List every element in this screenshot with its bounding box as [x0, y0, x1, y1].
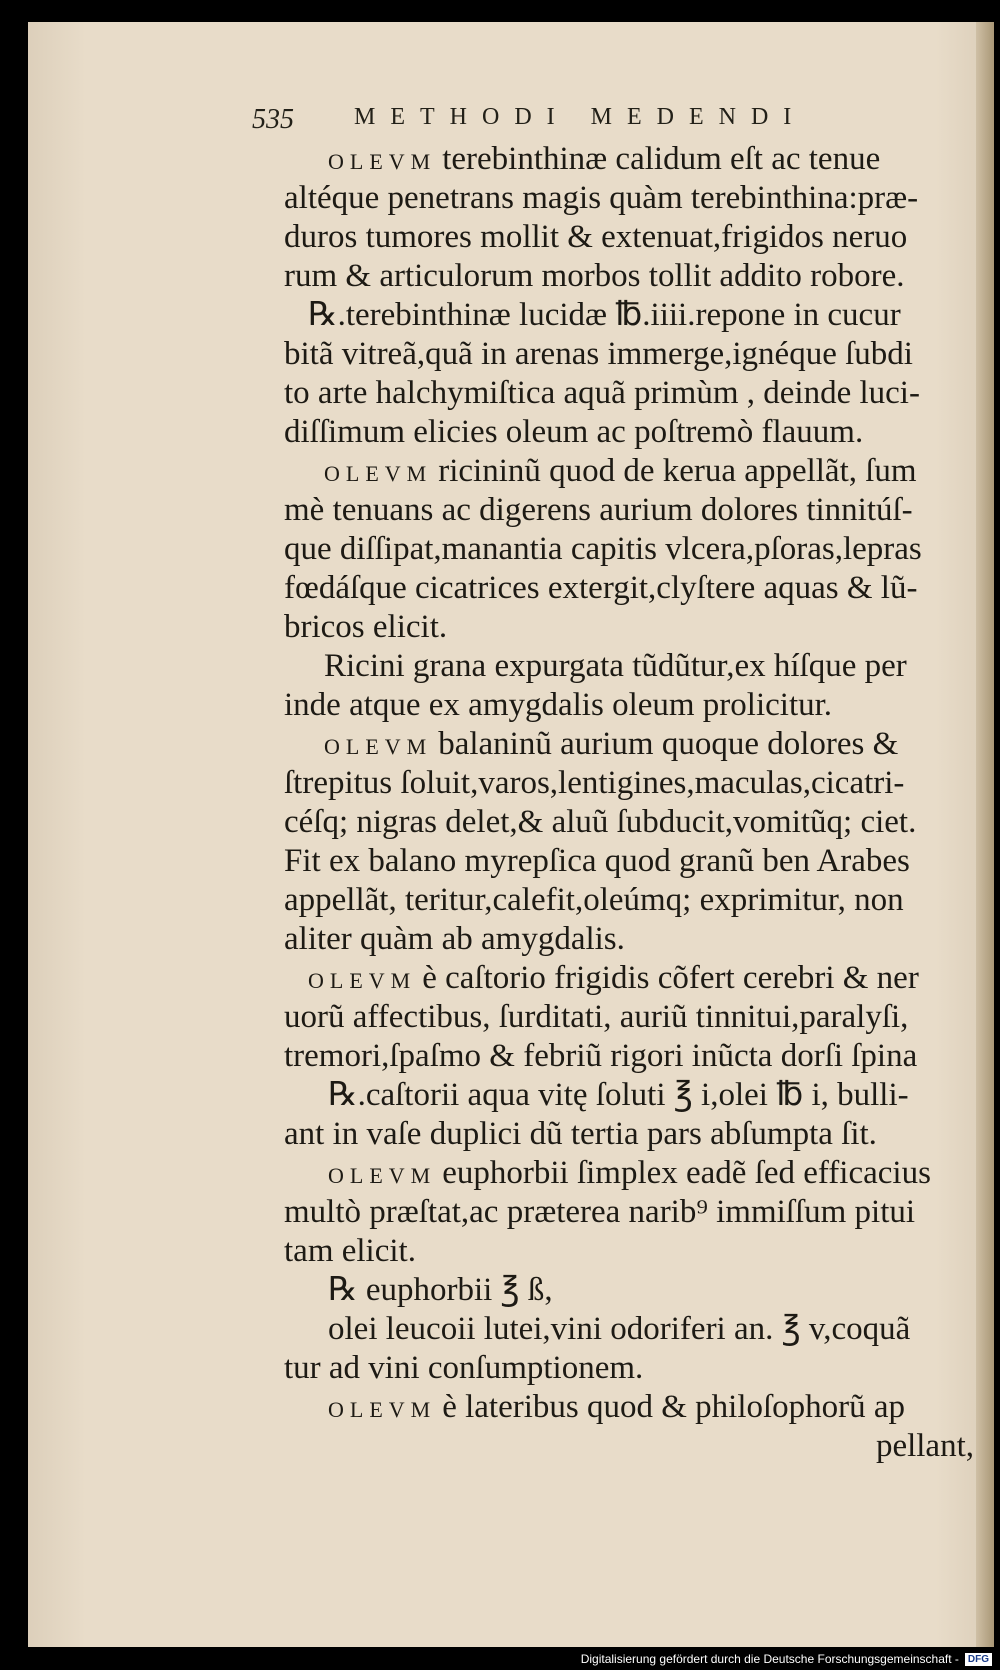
text-line: OLEVM euphorbii ſimplex eadẽ ſed efficacius	[328, 1155, 931, 1191]
text-line: multò præſtat,ac præterea narib⁹ immiſſum pitui	[284, 1194, 916, 1230]
text-line: bricos elicit.	[284, 609, 448, 645]
small-caps-word: OLEVM	[328, 149, 437, 174]
text-line: ant in vaſe duplici dũ tertia pars abſumpta ſit.	[284, 1116, 877, 1152]
text-line: OLEVM terebinthinæ calidum eſt ac tenue	[328, 141, 881, 177]
text-line: OLEVM balaninũ aurium quoque dolores &	[324, 726, 899, 762]
page-number: 535	[252, 104, 294, 135]
small-caps-word: OLEVM	[328, 1397, 437, 1422]
text-line: Fit ex balano myrepſica quod granũ ben Arabes	[284, 843, 910, 879]
small-caps-word: OLEVM	[324, 734, 433, 759]
running-head: METHODI MEDENDI	[354, 104, 807, 130]
text-line: olei leucoii lutei,vini odoriferi an. ℥ v,coquã	[328, 1311, 911, 1347]
small-caps-word: OLEVM	[324, 461, 433, 486]
text-line: diſſimum elicies oleum ac poſtremò flauum.	[284, 414, 864, 450]
text-line: tremori,ſpaſmo & febriũ rigori inũcta dorſi ſpina	[284, 1038, 918, 1074]
text-line: mè tenuans ac digerens aurium dolores tinnitúſ-	[284, 492, 913, 528]
text-line: bitã vitreã,quã in arenas immerge,ignéque ſubdi	[284, 336, 913, 372]
text-line: aliter quàm ab amygdalis.	[284, 921, 625, 957]
small-caps-word: OLEVM	[328, 1163, 437, 1188]
text-line: fœdáſque cicatrices extergit,clyſtere aquas & lũ-	[284, 570, 918, 606]
text-line: OLEVM è lateribus quod & philoſophorũ ap	[328, 1389, 906, 1425]
text-line: ℞.caſtorii aqua vitę ſoluti ℥ i,olei ℔ i, bulli-	[328, 1077, 909, 1113]
text-line: to arte halchymiſtica aquã primùm , deinde luci-	[284, 375, 920, 411]
page-header	[252, 104, 912, 138]
text-line: ſtrepitus ſoluit,varos,lentigines,maculas,cicatri-	[284, 765, 905, 801]
text-line: que diſſipat,manantia capitis vlcera,pſoras,lepras	[284, 531, 922, 567]
text-line: tam elicit.	[284, 1233, 416, 1269]
catchword-line: pellant,	[875, 1428, 974, 1464]
text-line: céſq; nigras delet,& aluũ ſubducit,vomitũq; ciet.	[284, 804, 917, 840]
body-text	[284, 140, 984, 1466]
text-line: altéque penetrans magis quàm terebinthina:præ-	[284, 180, 919, 216]
text-line: OLEVM ricininũ quod de kerua appellãt, ſum	[324, 453, 917, 489]
digitization-credit	[581, 1651, 992, 1667]
text-line: appellãt, teritur,calefit,oleúmq; exprimitur, non	[284, 882, 904, 918]
text-line: rum & articulorum morbos tollit addito robore.	[284, 258, 905, 294]
text-line: tur ad vini conſumptionem.	[284, 1350, 644, 1386]
text-line: duros tumores mollit & extenuat,frigidos neruo	[284, 219, 908, 255]
text-line: ℞ euphorbii ℥ ß,	[328, 1272, 553, 1308]
text-line: OLEVM è caſtorio frigidis cõfert cerebri & ner	[308, 960, 919, 996]
text-line: Ricini grana expurgata tũdũtur,ex híſque per	[324, 648, 907, 684]
text-line: uorũ affectibus, ſurditati, auriũ tinnitui,paralyſi,	[284, 999, 909, 1035]
book-page	[28, 22, 994, 1647]
text-line: inde atque ex amygdalis oleum prolicitur.	[284, 687, 833, 723]
dfg-logo: DFG	[965, 1653, 992, 1666]
text-line: ℞.terebinthinæ lucidæ ℔.iiii.repone in cucur	[308, 297, 901, 333]
credit-text: Digitalisierung gefördert durch die Deutsche Forschungsgemeinschaft -	[580, 1652, 959, 1666]
small-caps-word: OLEVM	[308, 968, 417, 993]
